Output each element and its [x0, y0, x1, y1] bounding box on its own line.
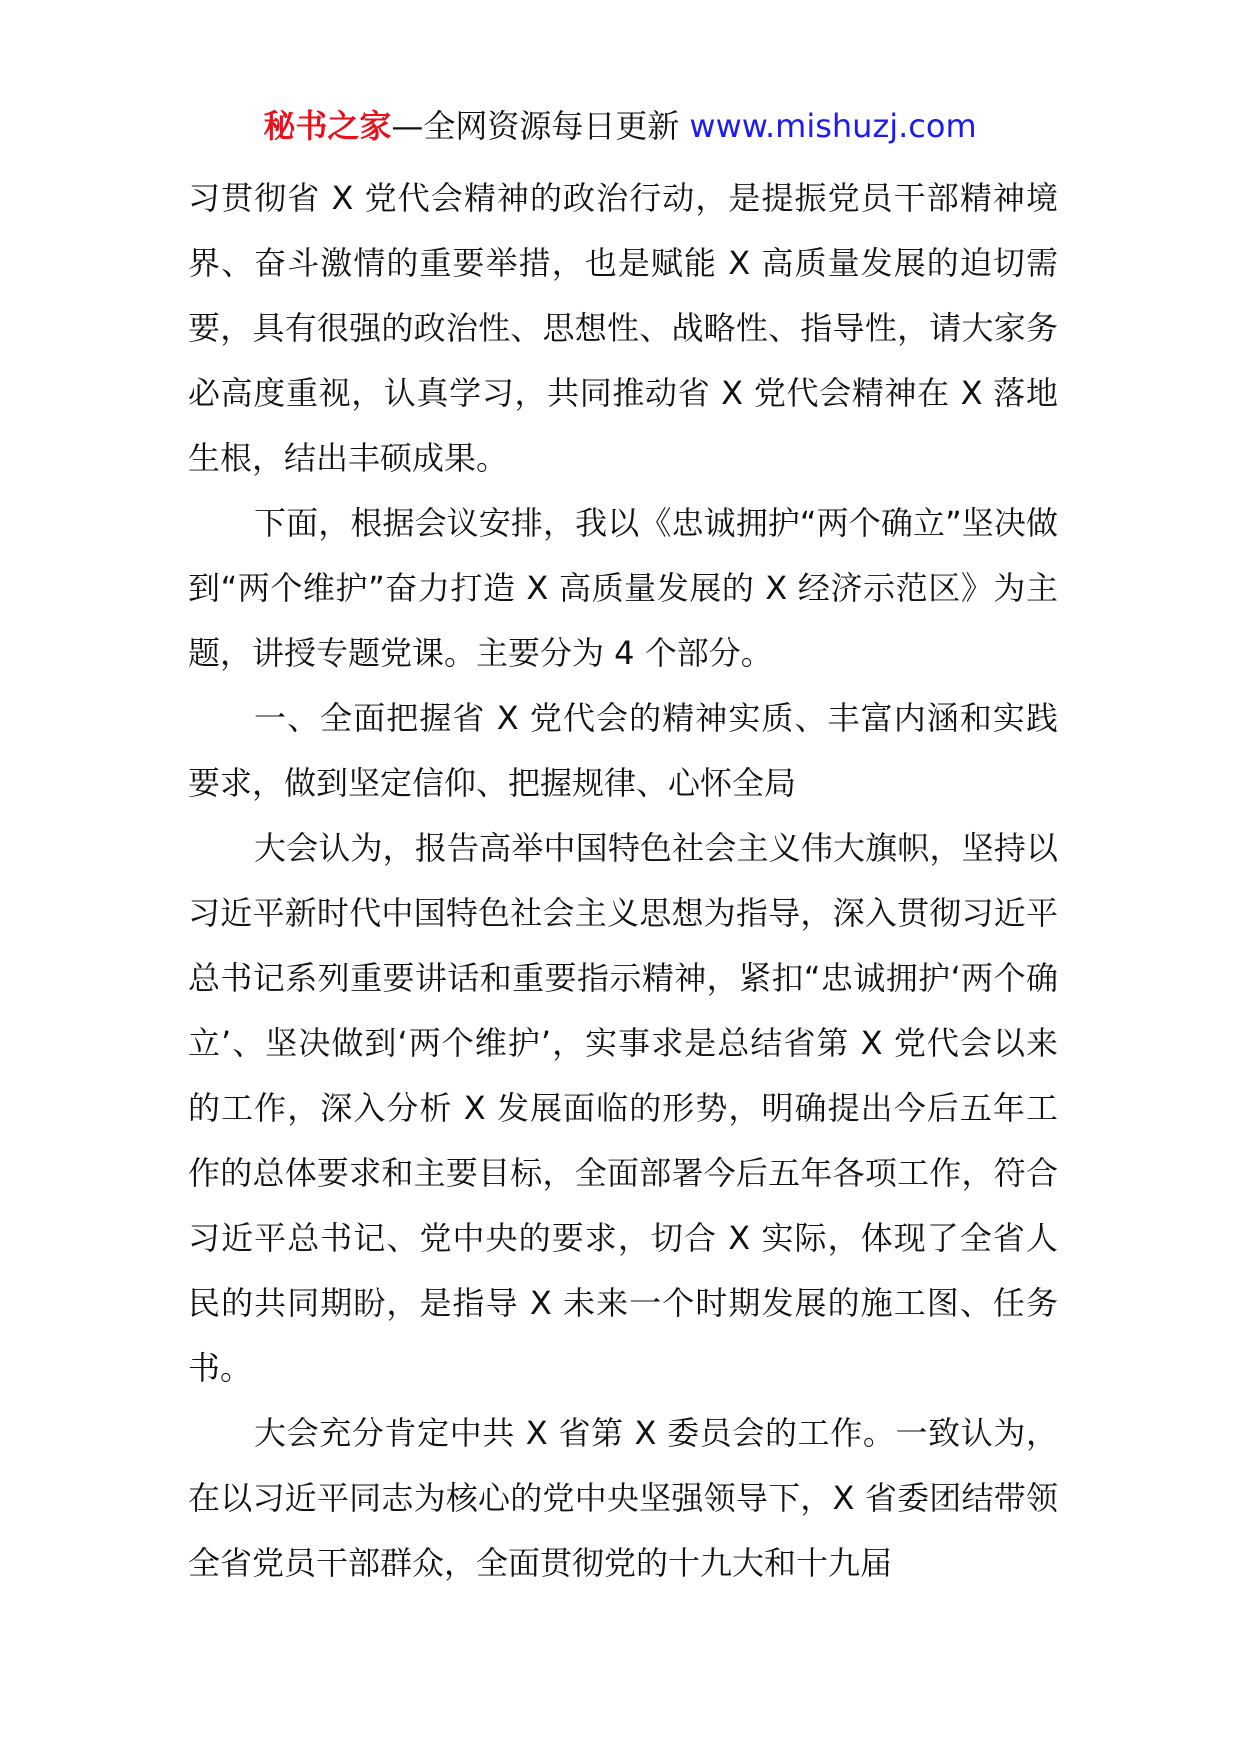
paragraph-committee-work: 大会充分肯定中共 X 省第 X 委员会的工作。一致认为，在以习近平同志为核心的党中央坚强领导下，X 省委团结带领全省党员干部群众，全面贯彻党的十九大和十九届	[188, 1414, 1058, 1582]
site-url-link[interactable]: www.mishuzj.com	[689, 107, 977, 145]
paragraph-continuation: 习贯彻省 X 党代会精神的政治行动，是提振党员干部精神境界、奋斗激情的重要举措，也是赋能 X 高质量发展的迫切需要，具有很强的政治性、思想性、战略性、指导性，请大家务必高度重视，认真学习，共同推动省 X 党代会精神在 X 落地生根，结出丰硕成果。	[188, 179, 1058, 477]
document-body	[188, 166, 1058, 1596]
section-heading-1: 一、全面把握省 X 党代会的精神实质、丰富内涵和实践要求，做到坚定信仰、把握规律、心怀全局	[188, 699, 1058, 802]
site-header	[0, 104, 1240, 148]
brand-name: 秘书之家	[263, 107, 392, 145]
paragraph-report-assessment: 大会认为，报告高举中国特色社会主义伟大旗帜，坚持以习近平新时代中国特色社会主义思想为指导，深入贯彻习近平总书记系列重要讲话和重要指示精神，紧扣“忠诚拥护‘两个确立’、坚决做到‘两个维护’，实事求是总结省第 X 党代会以来的工作，深入分析 X 发展面临的形势，明确提出今后五年工作的总体要求和主要目标，全面部署今后五年各项工作，符合习近平总书记、党中央的要求，切合 X 实际，体现了全省人民的共同期盼，是指导 X 未来一个时期发展的施工图、任务书。	[188, 829, 1058, 1387]
header-tagline: —全网资源每日更新	[391, 107, 680, 145]
paragraph-topic-intro: 下面，根据会议安排，我以《忠诚拥护“两个确立”坚决做到“两个维护”奋力打造 X 高质量发展的 X 经济示范区》为主题，讲授专题党课。主要分为 4 个部分。	[188, 504, 1058, 672]
